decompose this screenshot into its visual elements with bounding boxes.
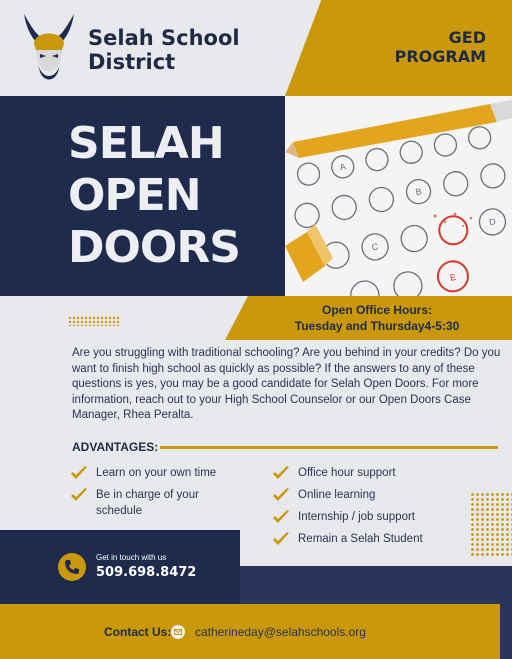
mail-icon-badge [171, 625, 185, 639]
advantages-divider [160, 446, 498, 449]
district-name [88, 26, 240, 74]
check-icon [272, 531, 290, 547]
phone-number-link[interactable]: 509.698.8472 [96, 565, 197, 580]
check-icon [70, 487, 88, 503]
check-icon [272, 465, 290, 481]
footer-navy-edge [500, 604, 512, 659]
contact-label: Contact Us: [104, 625, 172, 639]
list-item [272, 465, 472, 481]
mail-icon [171, 625, 185, 639]
district-line2: District [88, 50, 176, 74]
list-item-label: Internship / job support [298, 511, 415, 523]
answer-sheet-photo [285, 96, 512, 296]
list-item-label: Learn on your own time [96, 467, 217, 479]
decorative-dots [68, 316, 120, 326]
email-link[interactable]: catherineday@selahschools.org [195, 625, 366, 639]
bubble-letter: E [449, 271, 458, 283]
bubble-letter: D [488, 216, 497, 228]
advantages-list-left [70, 465, 230, 525]
phone-icon [58, 553, 86, 581]
hero-line1: SELAH [68, 118, 224, 169]
pencil-icon [285, 100, 512, 158]
office-hours [272, 302, 482, 334]
answer-sheet-illustration [285, 96, 512, 296]
advantages-list-right [272, 465, 472, 553]
hero-title [68, 118, 240, 274]
hero-line2: OPEN [68, 170, 201, 221]
list-item [272, 509, 472, 525]
list-item-label: Office hour support [298, 467, 396, 479]
bubble-letter: B [414, 186, 423, 198]
list-item [272, 487, 472, 503]
list-item-label: Online learning [298, 489, 376, 501]
bubble-letter: C [370, 241, 380, 253]
contact-prompt: Get in touch with us [96, 553, 167, 562]
decorative-dots [470, 492, 512, 558]
list-item-label: Be in charge of your schedule [96, 489, 199, 517]
program-line1: GED [448, 28, 486, 47]
district-line1: Selah School [88, 26, 240, 50]
check-icon [272, 487, 290, 503]
list-item [70, 487, 230, 519]
viking-logo-icon [18, 10, 80, 82]
broken-pencil-icon [285, 224, 333, 282]
phone-icon-badge [58, 553, 86, 581]
check-icon [70, 465, 88, 481]
footer-navy-strip [240, 566, 512, 604]
advantages-title: ADVANTAGES: [72, 440, 159, 454]
check-icon [272, 509, 290, 525]
program-line2: PROGRAM [394, 47, 486, 66]
intro-paragraph: Are you struggling with traditional schooling? Are you behind in your credits? Do you want to finish high school as quickly as possible? If the answers to any of these questions is yes, you may be a good candidate for Selah Open Doors. For more information, reach out to your High School Counselor or our Open Doors Case Manager, Rhea Peralta. [72, 347, 501, 421]
list-item-label: Remain a Selah Student [298, 533, 423, 545]
hero-line3: DOORS [68, 222, 240, 273]
list-item [272, 531, 472, 547]
office-hours-schedule: Tuesday and Thursday4-5:30 [294, 319, 460, 333]
list-item [70, 465, 230, 481]
office-hours-title: Open Office Hours: [321, 303, 432, 317]
program-title [395, 28, 486, 66]
bubble-letter: A [338, 161, 347, 173]
